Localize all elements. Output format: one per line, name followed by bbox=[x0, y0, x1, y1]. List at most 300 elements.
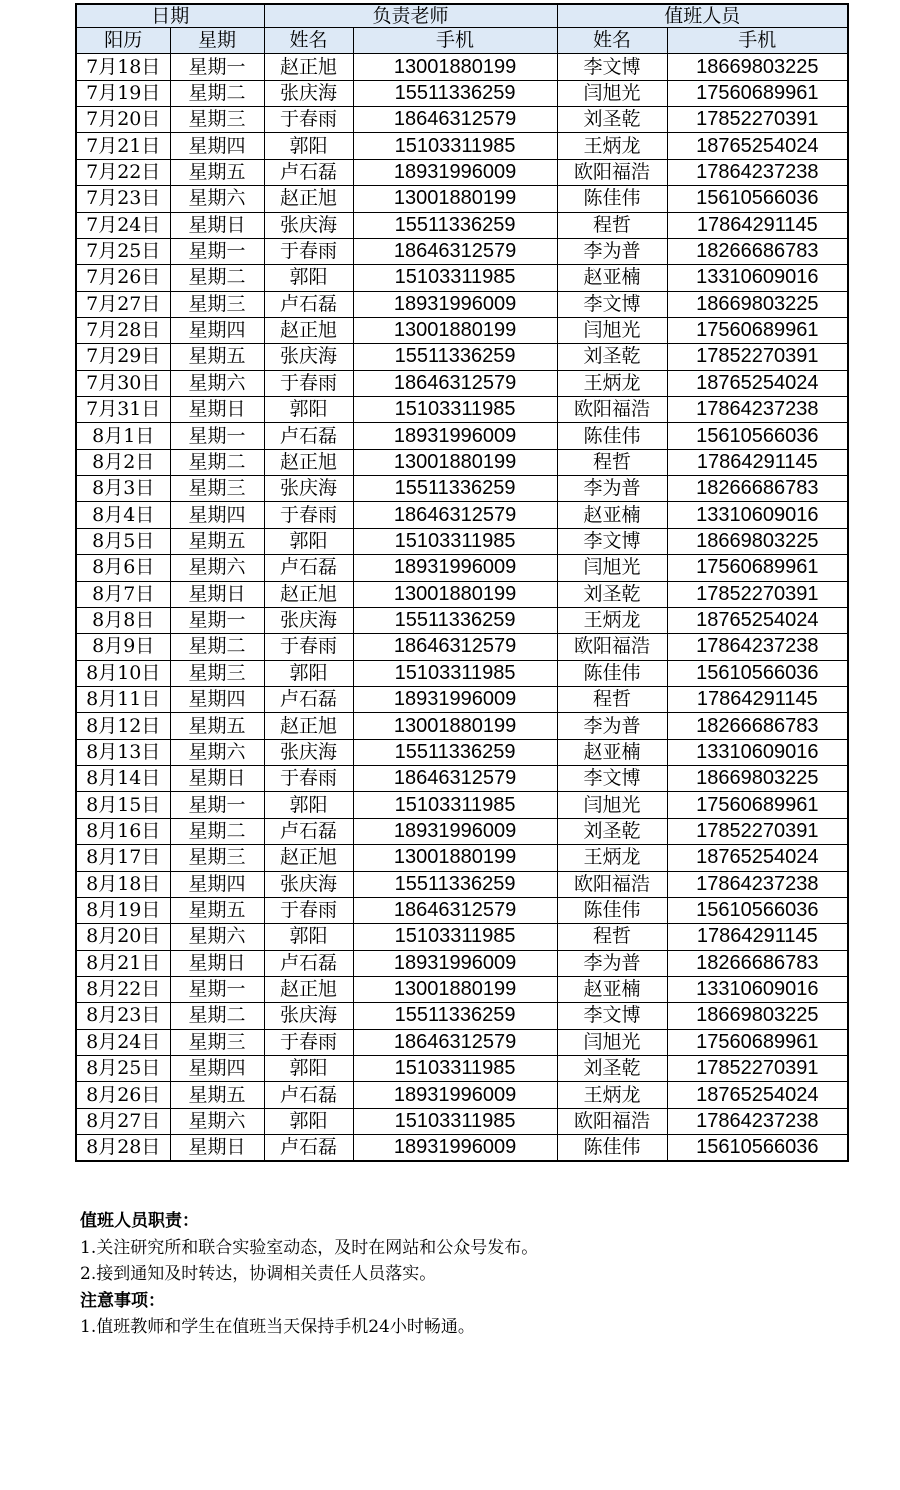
header-column-row bbox=[76, 28, 848, 54]
teacher-phone-cell: 15511336259 bbox=[353, 871, 557, 897]
table-row bbox=[76, 80, 848, 106]
table-row bbox=[76, 686, 848, 712]
weekday-cell: 星期四 bbox=[170, 317, 264, 343]
teacher-name-cell: 郭阳 bbox=[264, 1056, 353, 1082]
date-cell: 7月24日 bbox=[76, 212, 170, 238]
date-cell: 8月10日 bbox=[76, 660, 170, 686]
staff-phone-cell: 17864237238 bbox=[667, 1108, 848, 1134]
staff-phone-cell: 17864237238 bbox=[667, 871, 848, 897]
table-row bbox=[76, 476, 848, 502]
duty-heading: 值班人员职责： bbox=[80, 1211, 199, 1231]
table-row bbox=[76, 634, 848, 660]
teacher-name-cell: 赵正旭 bbox=[264, 845, 353, 871]
staff-name-cell: 陈佳伟 bbox=[557, 1135, 667, 1162]
staff-phone-cell: 15610566036 bbox=[667, 660, 848, 686]
teacher-name-cell: 赵正旭 bbox=[264, 449, 353, 475]
table-row bbox=[76, 607, 848, 633]
teacher-phone-cell: 18646312579 bbox=[353, 634, 557, 660]
weekday-cell: 星期二 bbox=[170, 818, 264, 844]
weekday-cell: 星期日 bbox=[170, 397, 264, 423]
staff-name-cell: 刘圣乾 bbox=[557, 1056, 667, 1082]
staff-phone-cell: 17852270391 bbox=[667, 581, 848, 607]
table-row bbox=[76, 660, 848, 686]
teacher-name-cell: 于春雨 bbox=[264, 634, 353, 660]
staff-name-cell: 李为普 bbox=[557, 950, 667, 976]
teacher-name-cell: 郭阳 bbox=[264, 265, 353, 291]
header-col-date: 阳历 bbox=[76, 28, 170, 54]
table-row bbox=[76, 423, 848, 449]
teacher-name-cell: 卢石磊 bbox=[264, 950, 353, 976]
staff-phone-cell: 15610566036 bbox=[667, 1135, 848, 1162]
staff-name-cell: 刘圣乾 bbox=[557, 107, 667, 133]
teacher-phone-cell: 13001880199 bbox=[353, 54, 557, 80]
weekday-cell: 星期日 bbox=[170, 1135, 264, 1162]
date-cell: 8月15日 bbox=[76, 792, 170, 818]
weekday-cell: 星期日 bbox=[170, 212, 264, 238]
staff-name-cell: 赵亚楠 bbox=[557, 976, 667, 1002]
table-header bbox=[76, 4, 848, 54]
teacher-name-cell: 张庆海 bbox=[264, 212, 353, 238]
table-row bbox=[76, 1135, 848, 1162]
staff-name-cell: 刘圣乾 bbox=[557, 818, 667, 844]
table-row bbox=[76, 212, 848, 238]
staff-phone-cell: 17560689961 bbox=[667, 555, 848, 581]
teacher-name-cell: 赵正旭 bbox=[264, 713, 353, 739]
staff-name-cell: 程哲 bbox=[557, 924, 667, 950]
staff-name-cell: 李为普 bbox=[557, 476, 667, 502]
weekday-cell: 星期四 bbox=[170, 133, 264, 159]
teacher-phone-cell: 18931996009 bbox=[353, 686, 557, 712]
weekday-cell: 星期五 bbox=[170, 713, 264, 739]
header-col-teacher-name: 姓名 bbox=[264, 28, 353, 54]
duty-item-1: 1.关注研究所和联合实验室动态，及时在网站和公众号发布。 bbox=[80, 1237, 539, 1258]
staff-name-cell: 王炳龙 bbox=[557, 845, 667, 871]
header-col-staff-phone: 手机 bbox=[667, 28, 848, 54]
teacher-name-cell: 张庆海 bbox=[264, 476, 353, 502]
date-cell: 8月13日 bbox=[76, 739, 170, 765]
weekday-cell: 星期五 bbox=[170, 1082, 264, 1108]
staff-name-cell: 王炳龙 bbox=[557, 133, 667, 159]
staff-phone-cell: 18669803225 bbox=[667, 766, 848, 792]
teacher-phone-cell: 13001880199 bbox=[353, 317, 557, 343]
date-cell: 8月14日 bbox=[76, 766, 170, 792]
table-row bbox=[76, 265, 848, 291]
date-cell: 8月2日 bbox=[76, 449, 170, 475]
teacher-phone-cell: 18931996009 bbox=[353, 159, 557, 185]
teacher-phone-cell: 15103311985 bbox=[353, 265, 557, 291]
teacher-phone-cell: 13001880199 bbox=[353, 845, 557, 871]
staff-phone-cell: 18669803225 bbox=[667, 1003, 848, 1029]
table-row bbox=[76, 107, 848, 133]
staff-phone-cell: 17864291145 bbox=[667, 212, 848, 238]
weekday-cell: 星期四 bbox=[170, 1056, 264, 1082]
staff-name-cell: 李文博 bbox=[557, 54, 667, 80]
header-teacher-group: 负责老师 bbox=[264, 4, 557, 28]
weekday-cell: 星期三 bbox=[170, 1029, 264, 1055]
teacher-phone-cell: 13001880199 bbox=[353, 713, 557, 739]
teacher-phone-cell: 13001880199 bbox=[353, 581, 557, 607]
teacher-name-cell: 卢石磊 bbox=[264, 555, 353, 581]
table-row bbox=[76, 739, 848, 765]
date-cell: 8月16日 bbox=[76, 818, 170, 844]
teacher-phone-cell: 15103311985 bbox=[353, 1108, 557, 1134]
date-cell: 8月9日 bbox=[76, 634, 170, 660]
staff-phone-cell: 17864291145 bbox=[667, 686, 848, 712]
header-group-row bbox=[76, 4, 848, 28]
staff-name-cell: 闫旭光 bbox=[557, 317, 667, 343]
teacher-name-cell: 于春雨 bbox=[264, 107, 353, 133]
table-row bbox=[76, 238, 848, 264]
teacher-name-cell: 卢石磊 bbox=[264, 1082, 353, 1108]
staff-phone-cell: 18765254024 bbox=[667, 845, 848, 871]
staff-phone-cell: 18669803225 bbox=[667, 291, 848, 317]
staff-name-cell: 程哲 bbox=[557, 449, 667, 475]
staff-phone-cell: 15610566036 bbox=[667, 423, 848, 449]
date-cell: 7月23日 bbox=[76, 186, 170, 212]
date-cell: 8月21日 bbox=[76, 950, 170, 976]
header-date-group: 日期 bbox=[76, 4, 264, 28]
staff-name-cell: 陈佳伟 bbox=[557, 423, 667, 449]
staff-name-cell: 刘圣乾 bbox=[557, 581, 667, 607]
teacher-name-cell: 郭阳 bbox=[264, 397, 353, 423]
staff-name-cell: 欧阳福浩 bbox=[557, 397, 667, 423]
table-row bbox=[76, 133, 848, 159]
staff-phone-cell: 18266686783 bbox=[667, 238, 848, 264]
teacher-name-cell: 于春雨 bbox=[264, 238, 353, 264]
date-cell: 8月28日 bbox=[76, 1135, 170, 1162]
weekday-cell: 星期三 bbox=[170, 845, 264, 871]
staff-phone-cell: 13310609016 bbox=[667, 265, 848, 291]
weekday-cell: 星期二 bbox=[170, 80, 264, 106]
table-row bbox=[76, 159, 848, 185]
weekday-cell: 星期三 bbox=[170, 107, 264, 133]
weekday-cell: 星期五 bbox=[170, 897, 264, 923]
date-cell: 7月29日 bbox=[76, 344, 170, 370]
weekday-cell: 星期一 bbox=[170, 792, 264, 818]
staff-name-cell: 欧阳福浩 bbox=[557, 634, 667, 660]
duty-item-2: 2.接到通知及时转达，协调相关责任人员落实。 bbox=[80, 1264, 437, 1284]
weekday-cell: 星期一 bbox=[170, 976, 264, 1002]
teacher-phone-cell: 18646312579 bbox=[353, 897, 557, 923]
teacher-phone-cell: 15103311985 bbox=[353, 397, 557, 423]
staff-phone-cell: 17864291145 bbox=[667, 924, 848, 950]
staff-phone-cell: 18765254024 bbox=[667, 370, 848, 396]
table-row bbox=[76, 713, 848, 739]
date-cell: 7月20日 bbox=[76, 107, 170, 133]
date-cell: 7月31日 bbox=[76, 397, 170, 423]
table-row bbox=[76, 1108, 848, 1134]
date-cell: 8月8日 bbox=[76, 607, 170, 633]
teacher-name-cell: 郭阳 bbox=[264, 792, 353, 818]
weekday-cell: 星期三 bbox=[170, 291, 264, 317]
teacher-phone-cell: 18931996009 bbox=[353, 1082, 557, 1108]
teacher-name-cell: 张庆海 bbox=[264, 1003, 353, 1029]
date-cell: 8月20日 bbox=[76, 924, 170, 950]
date-cell: 8月3日 bbox=[76, 476, 170, 502]
staff-name-cell: 欧阳福浩 bbox=[557, 871, 667, 897]
staff-phone-cell: 15610566036 bbox=[667, 897, 848, 923]
teacher-phone-cell: 15511336259 bbox=[353, 476, 557, 502]
date-cell: 7月19日 bbox=[76, 80, 170, 106]
table-row bbox=[76, 317, 848, 343]
staff-name-cell: 刘圣乾 bbox=[557, 344, 667, 370]
table-row bbox=[76, 1082, 848, 1108]
weekday-cell: 星期三 bbox=[170, 476, 264, 502]
staff-phone-cell: 18266686783 bbox=[667, 476, 848, 502]
teacher-phone-cell: 18931996009 bbox=[353, 555, 557, 581]
attention-heading: 注意事项： bbox=[80, 1290, 165, 1311]
teacher-phone-cell: 18646312579 bbox=[353, 766, 557, 792]
weekday-cell: 星期二 bbox=[170, 449, 264, 475]
date-cell: 8月5日 bbox=[76, 528, 170, 554]
table-row bbox=[76, 581, 848, 607]
staff-name-cell: 李文博 bbox=[557, 291, 667, 317]
staff-name-cell: 欧阳福浩 bbox=[557, 1108, 667, 1134]
date-cell: 7月28日 bbox=[76, 317, 170, 343]
header-col-staff-name: 姓名 bbox=[557, 28, 667, 54]
date-cell: 8月4日 bbox=[76, 502, 170, 528]
table-row bbox=[76, 186, 848, 212]
teacher-phone-cell: 18646312579 bbox=[353, 1029, 557, 1055]
teacher-phone-cell: 18931996009 bbox=[353, 423, 557, 449]
teacher-phone-cell: 18646312579 bbox=[353, 370, 557, 396]
date-cell: 8月17日 bbox=[76, 845, 170, 871]
staff-phone-cell: 18765254024 bbox=[667, 133, 848, 159]
staff-phone-cell: 18765254024 bbox=[667, 607, 848, 633]
table-row bbox=[76, 291, 848, 317]
table-row bbox=[76, 845, 848, 871]
table-row bbox=[76, 370, 848, 396]
teacher-phone-cell: 15103311985 bbox=[353, 924, 557, 950]
teacher-name-cell: 张庆海 bbox=[264, 607, 353, 633]
date-cell: 8月7日 bbox=[76, 581, 170, 607]
staff-name-cell: 赵亚楠 bbox=[557, 265, 667, 291]
table-row bbox=[76, 976, 848, 1002]
teacher-name-cell: 卢石磊 bbox=[264, 291, 353, 317]
date-cell: 8月11日 bbox=[76, 686, 170, 712]
teacher-phone-cell: 15103311985 bbox=[353, 528, 557, 554]
staff-phone-cell: 18669803225 bbox=[667, 54, 848, 80]
teacher-phone-cell: 15103311985 bbox=[353, 792, 557, 818]
teacher-name-cell: 卢石磊 bbox=[264, 159, 353, 185]
teacher-name-cell: 赵正旭 bbox=[264, 317, 353, 343]
staff-phone-cell: 17852270391 bbox=[667, 344, 848, 370]
date-cell: 8月19日 bbox=[76, 897, 170, 923]
weekday-cell: 星期一 bbox=[170, 54, 264, 80]
weekday-cell: 星期一 bbox=[170, 607, 264, 633]
weekday-cell: 星期二 bbox=[170, 634, 264, 660]
table-row bbox=[76, 502, 848, 528]
staff-name-cell: 程哲 bbox=[557, 212, 667, 238]
staff-name-cell: 李文博 bbox=[557, 528, 667, 554]
table-row bbox=[76, 449, 848, 475]
date-cell: 7月18日 bbox=[76, 54, 170, 80]
teacher-name-cell: 卢石磊 bbox=[264, 818, 353, 844]
table-row bbox=[76, 555, 848, 581]
weekday-cell: 星期日 bbox=[170, 766, 264, 792]
weekday-cell: 星期日 bbox=[170, 581, 264, 607]
teacher-name-cell: 张庆海 bbox=[264, 80, 353, 106]
staff-phone-cell: 17852270391 bbox=[667, 818, 848, 844]
teacher-phone-cell: 13001880199 bbox=[353, 449, 557, 475]
teacher-phone-cell: 15511336259 bbox=[353, 80, 557, 106]
teacher-phone-cell: 15511336259 bbox=[353, 739, 557, 765]
table-row bbox=[76, 818, 848, 844]
staff-phone-cell: 17864291145 bbox=[667, 449, 848, 475]
staff-phone-cell: 17864237238 bbox=[667, 159, 848, 185]
staff-phone-cell: 18266686783 bbox=[667, 950, 848, 976]
staff-phone-cell: 13310609016 bbox=[667, 739, 848, 765]
teacher-name-cell: 郭阳 bbox=[264, 660, 353, 686]
staff-phone-cell: 17852270391 bbox=[667, 1056, 848, 1082]
staff-name-cell: 陈佳伟 bbox=[557, 897, 667, 923]
weekday-cell: 星期二 bbox=[170, 265, 264, 291]
teacher-name-cell: 赵正旭 bbox=[264, 54, 353, 80]
weekday-cell: 星期五 bbox=[170, 528, 264, 554]
table-row bbox=[76, 1029, 848, 1055]
weekday-cell: 星期六 bbox=[170, 186, 264, 212]
staff-name-cell: 赵亚楠 bbox=[557, 502, 667, 528]
teacher-name-cell: 卢石磊 bbox=[264, 1135, 353, 1162]
date-cell: 7月21日 bbox=[76, 133, 170, 159]
table-row bbox=[76, 54, 848, 80]
staff-phone-cell: 17560689961 bbox=[667, 792, 848, 818]
weekday-cell: 星期六 bbox=[170, 924, 264, 950]
header-col-teacher-phone: 手机 bbox=[353, 28, 557, 54]
staff-name-cell: 闫旭光 bbox=[557, 555, 667, 581]
staff-name-cell: 陈佳伟 bbox=[557, 186, 667, 212]
weekday-cell: 星期五 bbox=[170, 159, 264, 185]
teacher-name-cell: 于春雨 bbox=[264, 766, 353, 792]
date-cell: 8月18日 bbox=[76, 871, 170, 897]
teacher-name-cell: 郭阳 bbox=[264, 1108, 353, 1134]
teacher-phone-cell: 18646312579 bbox=[353, 502, 557, 528]
date-cell: 7月22日 bbox=[76, 159, 170, 185]
table-row bbox=[76, 344, 848, 370]
table-row bbox=[76, 1056, 848, 1082]
teacher-name-cell: 赵正旭 bbox=[264, 976, 353, 1002]
date-cell: 8月6日 bbox=[76, 555, 170, 581]
staff-name-cell: 程哲 bbox=[557, 686, 667, 712]
staff-name-cell: 赵亚楠 bbox=[557, 739, 667, 765]
teacher-name-cell: 卢石磊 bbox=[264, 423, 353, 449]
date-cell: 7月30日 bbox=[76, 370, 170, 396]
teacher-phone-cell: 15103311985 bbox=[353, 660, 557, 686]
teacher-phone-cell: 18931996009 bbox=[353, 950, 557, 976]
weekday-cell: 星期一 bbox=[170, 423, 264, 449]
staff-phone-cell: 13310609016 bbox=[667, 976, 848, 1002]
weekday-cell: 星期二 bbox=[170, 1003, 264, 1029]
staff-phone-cell: 18266686783 bbox=[667, 713, 848, 739]
staff-name-cell: 王炳龙 bbox=[557, 1082, 667, 1108]
weekday-cell: 星期一 bbox=[170, 238, 264, 264]
teacher-name-cell: 赵正旭 bbox=[264, 186, 353, 212]
table-row bbox=[76, 897, 848, 923]
staff-phone-cell: 17560689961 bbox=[667, 80, 848, 106]
date-cell: 8月27日 bbox=[76, 1108, 170, 1134]
staff-phone-cell: 17864237238 bbox=[667, 397, 848, 423]
staff-name-cell: 闫旭光 bbox=[557, 1029, 667, 1055]
teacher-phone-cell: 15511336259 bbox=[353, 607, 557, 633]
staff-phone-cell: 17864237238 bbox=[667, 634, 848, 660]
teacher-phone-cell: 15511336259 bbox=[353, 212, 557, 238]
teacher-name-cell: 赵正旭 bbox=[264, 581, 353, 607]
date-cell: 8月25日 bbox=[76, 1056, 170, 1082]
header-staff-group: 值班人员 bbox=[557, 4, 848, 28]
staff-name-cell: 王炳龙 bbox=[557, 370, 667, 396]
notes-section bbox=[80, 1208, 538, 1341]
date-cell: 8月1日 bbox=[76, 423, 170, 449]
teacher-name-cell: 于春雨 bbox=[264, 502, 353, 528]
date-cell: 7月27日 bbox=[76, 291, 170, 317]
staff-phone-cell: 17852270391 bbox=[667, 107, 848, 133]
teacher-name-cell: 张庆海 bbox=[264, 739, 353, 765]
table-body bbox=[76, 54, 848, 1162]
staff-phone-cell: 13310609016 bbox=[667, 502, 848, 528]
teacher-name-cell: 于春雨 bbox=[264, 1029, 353, 1055]
weekday-cell: 星期日 bbox=[170, 950, 264, 976]
teacher-phone-cell: 18931996009 bbox=[353, 291, 557, 317]
date-cell: 8月24日 bbox=[76, 1029, 170, 1055]
teacher-phone-cell: 15511336259 bbox=[353, 344, 557, 370]
weekday-cell: 星期六 bbox=[170, 370, 264, 396]
staff-name-cell: 李文博 bbox=[557, 766, 667, 792]
staff-phone-cell: 15610566036 bbox=[667, 186, 848, 212]
teacher-name-cell: 于春雨 bbox=[264, 370, 353, 396]
teacher-phone-cell: 18931996009 bbox=[353, 818, 557, 844]
weekday-cell: 星期六 bbox=[170, 739, 264, 765]
weekday-cell: 星期五 bbox=[170, 344, 264, 370]
table-row bbox=[76, 528, 848, 554]
staff-phone-cell: 18765254024 bbox=[667, 1082, 848, 1108]
staff-name-cell: 王炳龙 bbox=[557, 607, 667, 633]
teacher-phone-cell: 13001880199 bbox=[353, 976, 557, 1002]
table-row bbox=[76, 766, 848, 792]
staff-name-cell: 李文博 bbox=[557, 1003, 667, 1029]
table-row bbox=[76, 1003, 848, 1029]
teacher-name-cell: 张庆海 bbox=[264, 344, 353, 370]
teacher-name-cell: 郭阳 bbox=[264, 133, 353, 159]
teacher-phone-cell: 13001880199 bbox=[353, 186, 557, 212]
weekday-cell: 星期三 bbox=[170, 660, 264, 686]
teacher-phone-cell: 15511336259 bbox=[353, 1003, 557, 1029]
staff-name-cell: 李为普 bbox=[557, 713, 667, 739]
table-row bbox=[76, 924, 848, 950]
header-col-weekday: 星期 bbox=[170, 28, 264, 54]
teacher-phone-cell: 18646312579 bbox=[353, 238, 557, 264]
weekday-cell: 星期四 bbox=[170, 871, 264, 897]
teacher-name-cell: 卢石磊 bbox=[264, 686, 353, 712]
staff-name-cell: 李为普 bbox=[557, 238, 667, 264]
weekday-cell: 星期四 bbox=[170, 502, 264, 528]
date-cell: 8月26日 bbox=[76, 1082, 170, 1108]
teacher-name-cell: 于春雨 bbox=[264, 897, 353, 923]
teacher-phone-cell: 18931996009 bbox=[353, 1135, 557, 1162]
weekday-cell: 星期四 bbox=[170, 686, 264, 712]
date-cell: 7月25日 bbox=[76, 238, 170, 264]
table-row bbox=[76, 397, 848, 423]
table-row bbox=[76, 871, 848, 897]
teacher-phone-cell: 18646312579 bbox=[353, 107, 557, 133]
staff-phone-cell: 17560689961 bbox=[667, 1029, 848, 1055]
table-row bbox=[76, 950, 848, 976]
weekday-cell: 星期六 bbox=[170, 1108, 264, 1134]
staff-name-cell: 闫旭光 bbox=[557, 80, 667, 106]
date-cell: 8月23日 bbox=[76, 1003, 170, 1029]
staff-name-cell: 闫旭光 bbox=[557, 792, 667, 818]
table-row bbox=[76, 792, 848, 818]
date-cell: 7月26日 bbox=[76, 265, 170, 291]
